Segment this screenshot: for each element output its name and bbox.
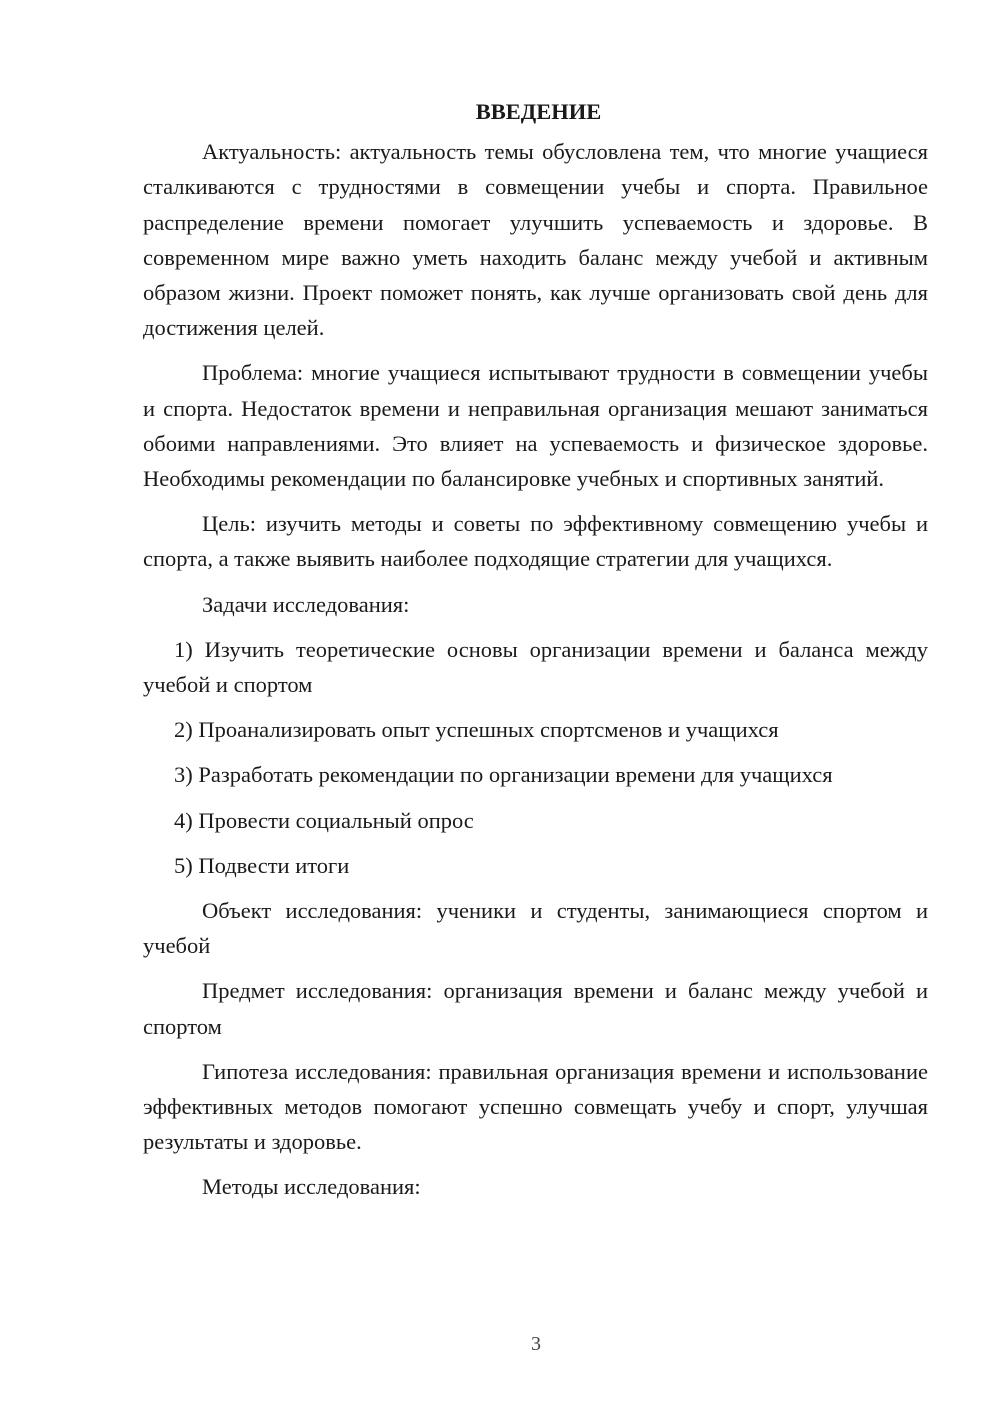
paragraph-relevance: Актуальность: актуальность темы обусловлена тем, что многие учащиеся сталкиваются с трудностями в совмещении учебы и спорта. Правильное распределение времени помогает улучшить успеваемость и здоровье. В современном мире важно уметь находить баланс между учебой и активным образом жизни. Проект поможет понять, как лучше организовать свой день для достижения целей. — [143, 139, 928, 341]
task-item-1: 1) Изучить теоретические основы организации времени и баланса между учебой и спортом — [143, 636, 928, 698]
tasks-heading: Задачи исследования: — [202, 591, 410, 617]
task-item-4: 4) Провести социальный опрос — [174, 807, 474, 833]
paragraph-problem: Проблема: многие учащиеся испытывают трудности в совмещении учебы и спорта. Недостаток времени и неправильная организация мешают заниматься обоими направлениями. Это влияет на успеваемость и физическое здоровье. Необходимы рекомендации по балансировке учебных и спортивных занятий. — [143, 360, 928, 492]
methods-heading: Методы исследования: — [202, 1174, 421, 1200]
paragraph-subject: Предмет исследования: организация времени и баланс между учебой и спортом — [143, 978, 928, 1039]
paragraph-object: Объект исследования: ученики и студенты, занимающиеся спортом и учебой — [143, 898, 928, 959]
tasks-list — [143, 632, 928, 883]
task-item-3: 3) Разработать рекомендации по организации времени для учащихся — [174, 762, 833, 788]
task-item-2: 2) Проанализировать опыт успешных спортсменов и учащихся — [174, 717, 779, 743]
task-item-5: 5) Подвести итоги — [174, 852, 350, 878]
paragraph-hypothesis: Гипотеза исследования: правильная организация времени и использование эффективных методов помогают успешно совмещать учебу и спорт, улучшая результаты и здоровье. — [143, 1058, 928, 1155]
paragraph-goal: Цель: изучить методы и советы по эффективному совмещению учебы и спорта, а также выявить наиболее подходящие стратегии для учащихся. — [143, 511, 928, 572]
section-title: ВВЕДЕНИЕ — [475, 99, 602, 124]
page-content — [143, 94, 928, 1215]
page-number: 3 — [531, 1333, 541, 1355]
